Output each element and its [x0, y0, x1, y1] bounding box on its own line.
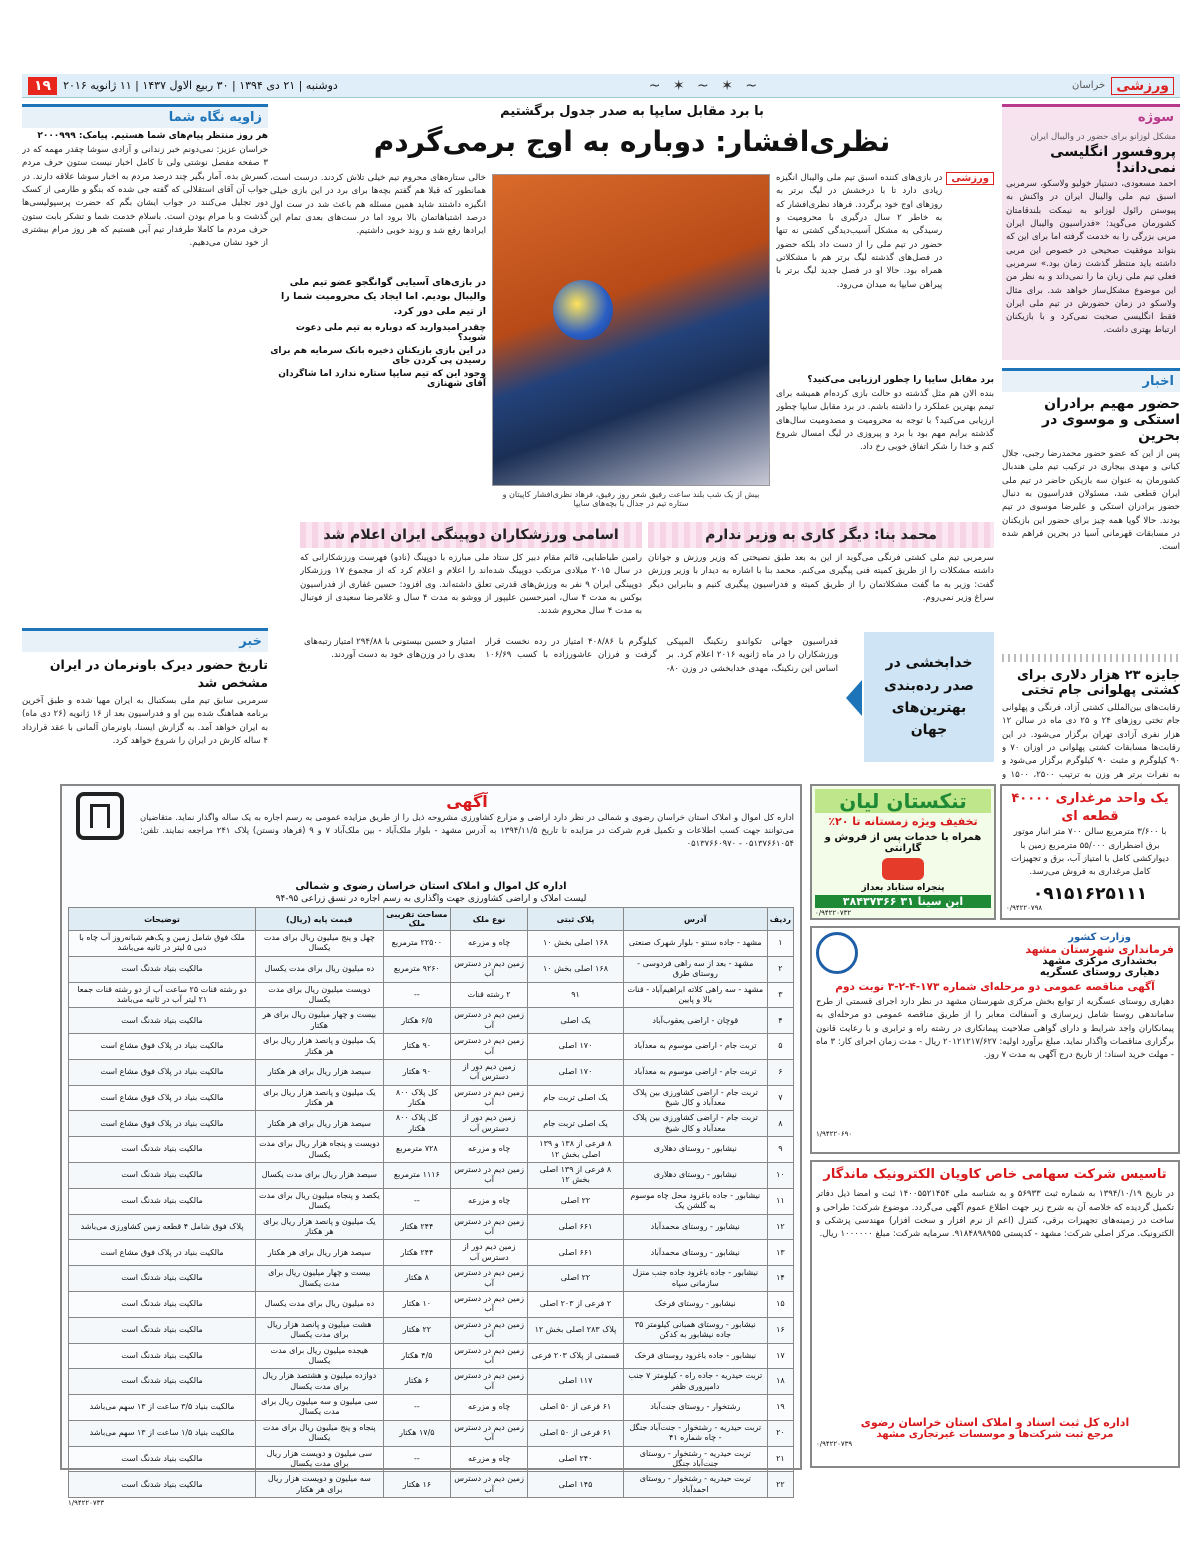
- table-cell: ۲: [767, 956, 793, 982]
- table-row: [69, 1059, 794, 1085]
- news2-body: رقابت‌های بین‌المللی کشتی آزاد، فرنگی و پهلوانی جام تختی روزهای ۲۴ و ۲۵ دی ماه در سالن ۱۲ هزار نفری آزادی تهران برگزار می‌شود. در این رقابت‌ها مسابقات کشتی پهلوانی در اوزان ۷۰ و ۹۰ کیلوگرم و مثبت ۹۰ کیلوگرم برگزار می‌شود و به نفرات برتر هر وزن به ترتیب ۲۵۰۰، ۱۵۰۰ و: [1002, 703, 1180, 780]
- poultry-title: یک واحد مرغداری ۴۰۰۰۰ قطعه ای: [1011, 791, 1169, 825]
- ad-main-title: آگهی: [446, 792, 488, 811]
- table-cell: ۱۰: [767, 1163, 793, 1189]
- table-cell: مالکیت بنیاد در پلاک فوق مشاع است: [69, 1059, 256, 1085]
- table-cell: سی میلیون و دویست هزار ریال برای مدت یکسال: [256, 1446, 384, 1472]
- table-cell: ۱۶: [767, 1317, 793, 1343]
- tender-header: [816, 932, 1174, 978]
- table-cell: زمین دیم در دسترس آب: [451, 1008, 528, 1034]
- table-cell: ده میلیون ریال برای مدت یکسال: [256, 1291, 384, 1317]
- table-cell: تربت جام - اراضی موسوم به معدآباد: [623, 1059, 767, 1085]
- table-cell: زمین دیم دور از دسترس آب: [451, 1059, 528, 1085]
- table-row: [69, 931, 794, 957]
- ad-main-code: ۱/۹۴۲۲۰۷۳۳: [68, 1499, 105, 1508]
- table-cell: دویست و پنجاه هزار ریال برای مدت یکسال: [256, 1137, 384, 1163]
- table-cell: مالکیت بنیاد ۳/۵ ساعت از ۱۳ سهم می‌باشد: [69, 1395, 256, 1421]
- table-cell: ده میلیون ریال برای مدت یکسال: [256, 956, 384, 982]
- table-row: [69, 1214, 794, 1240]
- ad-company: [810, 1160, 1180, 1468]
- page-number: ۱۹: [28, 77, 57, 95]
- table-cell: ۲۲: [767, 1472, 793, 1498]
- akhbar-label: اخبار: [1002, 368, 1180, 392]
- tender-ministry: وزارت کشور: [1068, 932, 1132, 943]
- table-cell: نیشابور - جاده باغرود روستای فرخک: [623, 1343, 767, 1369]
- table-cell: ۶: [767, 1059, 793, 1085]
- table-cell: یک اصلی تربت جام: [528, 1085, 624, 1111]
- table-cell: ۵: [767, 1034, 793, 1060]
- table-cell: ۲۰: [767, 1420, 793, 1446]
- table-cell: ۸ فرعی از ۱۳۸ و ۱۳۹ اصلی بخش ۱۲: [528, 1137, 624, 1163]
- table-cell: هیجده میلیون ریال برای مدت یکسال: [256, 1343, 384, 1369]
- table-cell: چاه و مزرعه: [451, 1446, 528, 1472]
- table-cell: ۱۶۸ اصلی بخش ۱۰: [528, 931, 624, 957]
- table-cell: سیصد هزار ریال برای هر هکتار: [256, 1111, 384, 1137]
- table-cell: ۶۶۱ اصلی: [528, 1240, 624, 1266]
- table-cell: چاه و مزرعه: [451, 931, 528, 957]
- poultry-phone: ۰۹۱۵۱۶۲۵۱۱۱: [1032, 884, 1148, 905]
- foundation-logo-icon: [76, 792, 124, 840]
- table-cell: مالکیت بنیاد شدنگ است: [69, 1163, 256, 1189]
- table-cell: تربت جام - اراضی کشاورزی بین پلاک معدآباد و کال شیخ: [623, 1085, 767, 1111]
- table-cell: ۱۴۵ اصلی: [528, 1472, 624, 1498]
- table-cell: ۱۱۱۶ مترمربع: [383, 1163, 450, 1189]
- table-cell: مالکیت بنیاد شدنگ است: [69, 1317, 256, 1343]
- date-line: دوشنبه | ۲۱ دی ۱۳۹۴ | ۳۰ ربیع الاول ۱۴۳۷ | ۱۱ ژانویه ۲۰۱۶: [63, 79, 338, 92]
- company-body: در تاریخ ۱۳۹۴/۱۰/۱۹ به شماره ثبت ۵۶۹۳۳ و به شناسه ملی ۱۴۰۰۵۵۲۱۴۵۴ ثبت و امضا ذیل دفاتر تکمیل گردیده که خلاصه آن به شرح زیر جهت اطلاع عموم آگهی می‌گردد. موضوع شرکت: طراحی و ساخت در زمینه‌های تجهیزات برقی، کنترل (اعم از نرم افزار و سخت افزار) مهندسی پزشکی و الکترونیک. مرکز اصلی شرکت: مشهد - کدپستی ۹۱۸۴۸۹۸۹۵۵. سرمایه شرکت: مبلغ ۱۰۰۰۰۰۰ ریال.: [816, 1189, 1174, 1240]
- table-row: [69, 1343, 794, 1369]
- table-cell: ۹۰ هکتار: [383, 1034, 450, 1060]
- table-cell: مالکیت بنیاد شدنگ است: [69, 1137, 256, 1163]
- table-cell: ۹۲۶۰ مترمربع: [383, 956, 450, 982]
- table-cell: سیصد هزار ریال برای هر هکتار: [256, 1059, 384, 1085]
- table-cell: نیشابور - جاده باغرود جاده جنب منزل سازمانی سپاه: [623, 1266, 767, 1292]
- table-cell: ۲ فرعی از ۲۰۳ اصلی: [528, 1291, 624, 1317]
- khabar-title: تاریخ حضور دیرک باونرمان در ایران مشخص شد: [49, 657, 268, 690]
- table-cell: یک میلیون و پانصد هزار ریال برای هر هکتار: [256, 1034, 384, 1060]
- soozeh-label: سوژه: [1002, 104, 1180, 128]
- table-row: [69, 1034, 794, 1060]
- table-row: [69, 1317, 794, 1343]
- story-q4: وجود این که تیم سایپا ستاره ندارد اما شاگردان آقای شهنازی: [278, 368, 486, 389]
- table-cell: یک میلیون و پانصد هزار ریال برای هر هکتار: [256, 1214, 384, 1240]
- news1-title: حضور مهیم برادران استکی و موسوی در بحرین: [1042, 396, 1180, 444]
- table-cell: ۱۱: [767, 1188, 793, 1214]
- table-cell: ۲۲ اصلی: [528, 1266, 624, 1292]
- pink-right-title: محمد بنا: دیگر کاری به وزیر ندارم: [648, 522, 994, 548]
- table-cell: نیشابور - روستای دهلاری: [623, 1137, 767, 1163]
- table-row: [69, 1395, 794, 1421]
- zavieh-body: خراسان عزیز: نمی‌دونم خبر زندانی و آزادی سوشا چقدر مهمه که در ۳ صفحه مفصل نوشتی ولی تا کامل اخبار نیست ستون حرف مردم کسرش بده. آمار بگیر چند درصد مردم به اخبار سوشا علاقه دارند. در جواب آن آقای استقلالی که گفته جی شده که بنگو و طارمی از کسک دور تجلیل می‌کنند در جواب ایشان بگم که حضرت پرسپولیسی‌ها گذشت و با مرام بودن است. باسلام خدمت شما و تشکر بابت ستون حرف مردم ما کاملا طرفدار تیم آبی هستیم که هر روز مرام بیشتری از خود نشان می‌دهیم.: [22, 145, 268, 249]
- table-body: [69, 931, 794, 1498]
- story-logo: ورزشی: [946, 172, 994, 185]
- table-header-row: [69, 908, 794, 931]
- table-cell: مالکیت بنیاد شدنگ است: [69, 1008, 256, 1034]
- table-header-cell: قیمت پایه (ریال): [256, 908, 384, 931]
- table-cell: مالکیت بنیاد شدنگ است: [69, 1188, 256, 1214]
- zavieh-label: زاویه نگاه شما: [22, 104, 268, 128]
- pink-right-story: [648, 522, 994, 646]
- tender-title: آگهی مناقصه عمومی دو مرحله‌ای شماره ۱۷۳-۴-۲-۳ نوبت دوم: [835, 981, 1155, 993]
- table-row: [69, 1008, 794, 1034]
- table-cell: ۱۶۸ اصلی بخش ۱۰: [528, 956, 624, 982]
- shop-title: تنکستان لیان: [815, 789, 991, 813]
- table-cell: چاه و مزرعه: [451, 1188, 528, 1214]
- table-cell: نیشابور - جاده باغرود محل چاه موسوم به گلشن یک: [623, 1188, 767, 1214]
- story-col-left: [270, 172, 486, 392]
- table-cell: ۹۰ هکتار: [383, 1059, 450, 1085]
- story-title: نظری‌افشار: دوباره به اوج برمی‌گردم: [373, 125, 891, 158]
- table-cell: ۲۱: [767, 1446, 793, 1472]
- tender-code: ۱/۹۴۲۲۰۶۹۰: [816, 1130, 853, 1138]
- table-cell: چاه و مزرعه: [451, 1395, 528, 1421]
- table-cell: ۶/۵ هکتار: [383, 1008, 450, 1034]
- story-body-2: خالی ستاره‌های محروم تیم خیلی تلاش کردند. درست است، همانطور که قبلا هم گفتم بچه‌ها برای برد در این بازی خیلی انگیزه داشتند شاید همین مسئله هم باعث شد در ست اول درصد اشتباهاتمان بالا برود اما در ست‌های بعدی تمام این ایرادها رفع شد و روند خوبی داشتیم.: [270, 173, 486, 237]
- table-row: [69, 1472, 794, 1498]
- table-cell: مالکیت بنیاد شدنگ است: [69, 1446, 256, 1472]
- table-cell: یکصد و پنجاه میلیون ریال برای مدت یکسال: [256, 1188, 384, 1214]
- table-cell: ۲۴۰ اصلی: [528, 1446, 624, 1472]
- table-cell: زمین دیم در دسترس آب: [451, 1163, 528, 1189]
- property-table: [68, 907, 794, 1498]
- table-header-cell: نوع ملک: [451, 908, 528, 931]
- soozeh-title: پروفسور انگلیسی نمی‌داند!: [1050, 144, 1176, 176]
- story-body-3: بنده الان هم مثل گذشته دو حالت بازی کرده‌ام همیشه برای تیمم بهترین عملکرد را داشته باشم. در برد مقابل سایپا چطور ارزیابی می‌کنید؟ با توجه به محرومیت و مصدومیت سال‌های گذشته برایم مهم بود با برد و پیروزی در لیگ امسال شروع کنم و خدا را شکر اتفاق خوبی رخ داد.: [776, 389, 994, 453]
- pink-left-body: رامین طباطبایی، قائم مقام دبیر کل ستاد ملی مبارزه با دوپینگ (نادو) فهرست ورزشکارانی که در سال ۲۰۱۵ میلادی مرتکب دوپینگ شده‌اند را اعلام و اعلام کرد که از مجموع ۱۷ ورزشکار دوپینگی ایران ۹ نفر به ورزش‌های قدرتی تعلق داشته‌اند. وی افزود: حسین غفاری از فدراسیون بوکس به مدت ۴ سال، امیرحسین علیپور از ووشو به مدت ۴ سال و غلامرضا سعیدی از فوتبال به مدت ۴ سال محروم شدند.: [300, 553, 642, 617]
- table-cell: رشتخوار - روستای جنت‌آباد: [623, 1395, 767, 1421]
- table-cell: ۱۷: [767, 1343, 793, 1369]
- arrow-icon: [846, 680, 862, 716]
- table-cell: مالکیت بنیاد شدنگ است: [69, 1343, 256, 1369]
- table-cell: مالکیت بنیاد شدنگ است: [69, 1266, 256, 1292]
- table-cell: ۱۷/۵ هکتار: [383, 1420, 450, 1446]
- ad-toy-shop: [810, 784, 996, 920]
- ranking-body: فدراسیون جهانی تکواندو رنکینگ المپیکی ورزشکاران را در ماه ژانویه ۲۰۱۶ اعلام کرد. بر اساس این رنکینگ، مهدی خدابخشی در وزن ۸۰- کیلوگرم با ۴۰۸/۸۶ امتیاز در رده نخست قرار گرفت و فرزان عاشورزاده با کسب ۱۰۶/۶۹ امتیاز و حسین بیستونی با ۲۹۴/۸۸ امتیاز رتبه‌های بعدی را در وزن‌های خود به دست آوردند.: [304, 637, 838, 674]
- table-cell: ۴/۵ هکتار: [383, 1343, 450, 1369]
- table-cell: ۸ فرعی از ۱۳۹ اصلی بخش ۱۲: [528, 1163, 624, 1189]
- pink-left-title: اسامی ورزشکاران دوپینگی ایران اعلام شد: [300, 522, 642, 548]
- table-cell: تربت حیدریه - رشتخوار - روستای جنت‌آباد جنگل: [623, 1446, 767, 1472]
- table-cell: مالکیت بنیاد در پلاک فوق مشاع است: [69, 1085, 256, 1111]
- story-col-right: [776, 172, 994, 498]
- ad-main-logo: [68, 792, 132, 840]
- brand-sub: خراسان: [1071, 80, 1106, 91]
- table-row: [69, 982, 794, 1008]
- table-cell: زمین دیم در دسترس آب: [451, 1472, 528, 1498]
- tender-village: دهیاری روستای عسگریه: [1039, 967, 1160, 978]
- table-cell: سیصد هزار ریال برای هر هکتار: [256, 1240, 384, 1266]
- tender-body: دهیاری روستای عسگریه از توابع بخش مرکزی شهرستان مشهد در نظر دارد اجرای قسمتی از طرح ساماندهی روستا شامل زیرسازی و آسفالت معابر را از طریق مناقصه عمومی دو مرحله‌ای به پیمانکاران واجد شرایط و دارای گواهی صلاحیت پیمانکاری در رشته راه و ترابری و با رعایت قانون برگزاری مناقصات واگذار نماید. مبلغ برآورد اولیه: ۲۰۱۲۱۲۱۷/۶۲۷ ریال - مدت زمان اجرای کار: ۳ ماه - مهلت خرید اسناد: از تاریخ درج آگهی به مدت ۷ روز.: [816, 997, 1174, 1061]
- table-cell: دویست میلیون ریال برای مدت یکسال: [256, 982, 384, 1008]
- table-cell: ۹۱: [528, 982, 624, 1008]
- table-cell: ۱۷۰ اصلی: [528, 1034, 624, 1060]
- poultry-body: با ۳/۶۰۰ مترمربع سالن ۷۰۰ متر انبار موتور برق اضطراری ۵۵/۰۰۰ مترمربع زمین با دیوارکشی کامل با امتیاز آب، برق و تجهیزات کامل مرغداری به فروش می‌رسد.: [1011, 827, 1169, 878]
- table-cell: تربت جام - اراضی کشاورزی بین پلاک معدآباد و کال شیخ: [623, 1111, 767, 1137]
- shop-offer: همراه با خدمات پس از فروش و گارانتی: [824, 832, 982, 854]
- table-cell: ۳: [767, 982, 793, 1008]
- table-row: [69, 1369, 794, 1395]
- table-cell: ۱۷۰ اصلی: [528, 1059, 624, 1085]
- table-cell: یک اصلی: [528, 1008, 624, 1034]
- table-cell: ۲۴۴ هکتار: [383, 1240, 450, 1266]
- table-cell: ۲۲۵۰۰ مترمربع: [383, 931, 450, 957]
- ad-main: [60, 784, 802, 1508]
- table-cell: ۴: [767, 1008, 793, 1034]
- pink-right-body: سرمربی تیم ملی کشتی فرنگی می‌گوید از این به بعد طبق نصیحتی که وزیر ورزش و جوانان داشته مشکلات را از طریق کمیته فنی پیگیری می‌کنم. محمد بنا با اشاره به دیدار با وزیر ورزش گفت: وزیر به ما گفت مشکلاتمان را از طریق کمیته و فدراسیون پیگیری کنیم و بنابراین دیگر سراغ وزیر نمی‌روم.: [648, 553, 994, 603]
- table-row: [69, 1163, 794, 1189]
- table-cell: مشهد - سه راهی کلاته ابراهیم‌آباد - قنات بالا و پایین: [623, 982, 767, 1008]
- table-cell: ۱: [767, 931, 793, 957]
- table-row: [69, 1240, 794, 1266]
- table-cell: مالکیت بنیاد ۱/۵ ساعت از ۱۳ سهم می‌باشد: [69, 1420, 256, 1446]
- khabar-label: خبر: [22, 628, 268, 652]
- table-cell: ۲۲ هکتار: [383, 1317, 450, 1343]
- table-cell: مالکیت بنیاد شدنگ است: [69, 1369, 256, 1395]
- table-cell: سیصد هزار ریال برای مدت یکسال: [256, 1163, 384, 1189]
- table-cell: دوازده میلیون و هشتصد هزار ریال برای مدت یکسال: [256, 1369, 384, 1395]
- company-title: تاسیس شرکت سهامی خاص کاویان الکترونیک ماندگار: [823, 1167, 1167, 1182]
- table-cell: زمین دیم در دسترس آب: [451, 956, 528, 982]
- table-cell: ۷۲۸ مترمربع: [383, 1137, 450, 1163]
- soozeh-kicker: مشکل لوزانو برای حضور در والیبال ایران: [1030, 132, 1176, 142]
- table-cell: --: [383, 1188, 450, 1214]
- table-header-cell: ردیف: [767, 908, 793, 931]
- soozeh-box: [1002, 128, 1180, 360]
- right-column: [1002, 104, 1180, 852]
- table-cell: مالکیت بنیاد شدنگ است: [69, 1291, 256, 1317]
- table-cell: ملک فوق شامل زمین و یک‌هم شبانه‌روز آب چاه با دبی ۵ لیتر در ثانیه می‌باشد: [69, 931, 256, 957]
- table-cell: ۷: [767, 1085, 793, 1111]
- table-cell: زمین دیم در دسترس آب: [451, 1317, 528, 1343]
- table-cell: دو رشته قنات ۲۵ ساعت آب از دو رشته قنات جمعا ۲۱ لیتر آب در ثانیه می‌باشد: [69, 982, 256, 1008]
- table-cell: بیست و چهار میلیون ریال برای هر هکتار: [256, 1008, 384, 1034]
- left-column: [22, 104, 268, 791]
- table-cell: تربت حیدریه - رشتخوار - جنت‌آباد جنگل - چاه شماره ۴۱: [623, 1420, 767, 1446]
- table-cell: زمین دیم در دسترس آب: [451, 1034, 528, 1060]
- table-cell: چهل و پنج میلیون ریال برای مدت یکسال: [256, 931, 384, 957]
- table-cell: مالکیت بنیاد شدنگ است: [69, 1472, 256, 1498]
- main-story: [270, 104, 994, 516]
- table-row: [69, 1291, 794, 1317]
- table-row: [69, 1188, 794, 1214]
- table-cell: ۶۱ فرعی از ۵۰ اصلی: [528, 1395, 624, 1421]
- table-row: [69, 1137, 794, 1163]
- company-code: ۰/۹۴۲۲۰۷۳۹: [816, 1440, 853, 1449]
- date-block: [28, 77, 338, 95]
- table-cell: قوچان - اراضی یعقوب‌آباد: [623, 1008, 767, 1034]
- table-cell: ۱۸: [767, 1369, 793, 1395]
- header-ornament-icon: ~ ✶ ~ ✶ ~: [648, 77, 762, 94]
- page-header: [22, 74, 1180, 98]
- ad-main-org: اداره کل اموال و املاک استان خراسان رضوی و شمالی: [295, 881, 567, 892]
- table-cell: پنجاه و پنج میلیون ریال برای مدت یکسال: [256, 1420, 384, 1446]
- table-cell: زمین دیم در دسترس آب: [451, 1420, 528, 1446]
- table-cell: ۱۶ هکتار: [383, 1472, 450, 1498]
- table-cell: ۶۶۱ اصلی: [528, 1214, 624, 1240]
- pink-left-story: [300, 522, 642, 646]
- table-cell: مالکیت بنیاد در پلاک فوق مشاع است: [69, 1240, 256, 1266]
- table-cell: تربت جام - اراضی موسوم به معدآباد: [623, 1034, 767, 1060]
- table-cell: سه میلیون و دویست هزار ریال برای هر هکتار: [256, 1472, 384, 1498]
- ad-main-header: [68, 792, 794, 879]
- table-cell: تربت حیدریه - رشتخوار - روستای احمدآباد: [623, 1472, 767, 1498]
- table-row: [69, 1266, 794, 1292]
- table-cell: تربت حیدریه - جاده راه - کیلومتر ۷ جنب دامپروری ظفر: [623, 1369, 767, 1395]
- story-body-1: در بازی‌های کننده اسبق تیم ملی والیبال انگیزه زیادی دارد تا با درخشش در لیگ برتر به روزهای اوج خود برگردد. فرهاد نظری‌افشار که به خاطر ۲ سال درگیری با محرومیت و رسیدگی به مشکل آسیب‌دیدگی کشتی نه تنها حضور در تیم ملی را از دست داد بلکه حضور در فصل‌های گذشته لیگ برتر هم با مشکلاتی همراه بود. حالا او در فصل جدید لیگ برتر با پیراهن سایپا به میدان می‌رود.: [776, 173, 943, 290]
- table-cell: ۲ رشته قنات: [451, 982, 528, 1008]
- ad-poultry: [1000, 784, 1180, 920]
- table-cell: بیست و چهار میلیون ریال برای مدت یکسال: [256, 1266, 384, 1292]
- table-cell: مالکیت بنیاد در پلاک فوق مشاع است: [69, 1034, 256, 1060]
- table-header-cell: توضیحات: [69, 908, 256, 931]
- table-cell: ۸ هکتار: [383, 1266, 450, 1292]
- shop-phone: ابن سینا ۳۱ ۳۸۴۳۷۳۶۶: [815, 895, 991, 908]
- table-cell: زمین دیم دور از دسترس آب: [451, 1240, 528, 1266]
- table-cell: زمین دیم در دسترس آب: [451, 1369, 528, 1395]
- shop-subtitle: تخفیف ویژه زمستانه تا ۲۰٪: [828, 815, 978, 828]
- photo-caption: بیش از یک شب بلند ساعت رفیق شعر روز رفیق، فرهاد نظری‌افشار کاپیتان و ستاره تیم در جدال با بچه‌های سایپا: [502, 490, 760, 508]
- ad-main-table-title: لیست املاک و اراضی کشاورزی جهت واگذاری به رسم اجاره در نسق زراعی ۹۵-۹۴: [275, 894, 587, 904]
- table-row: [69, 1446, 794, 1472]
- table-cell: ۶ هکتار: [383, 1369, 450, 1395]
- world-ranking-story: [300, 632, 994, 772]
- shop-address: پنجراه ستاباد بعداز: [861, 883, 945, 893]
- table-cell: زمین دیم در دسترس آب: [451, 1214, 528, 1240]
- table-cell: ۱۰ هکتار: [383, 1291, 450, 1317]
- table-cell: مالکیت بنیاد شدنگ است: [69, 956, 256, 982]
- table-cell: زمین دیم دور از دسترس آب: [451, 1111, 528, 1137]
- table-cell: مشهد - بعد از سه راهی فردوسی - روستای طرق: [623, 956, 767, 982]
- ad-tender: [810, 926, 1180, 1154]
- table-row: [69, 956, 794, 982]
- separator: [1002, 654, 1180, 662]
- table-cell: ۱۱۷ اصلی: [528, 1369, 624, 1395]
- player-photo: [492, 174, 770, 486]
- table-cell: قسمتی از پلاک ۲۰۳ فرعی: [528, 1343, 624, 1369]
- news2-title: جایزه ۲۳ هزار دلاری برای کشتی پهلوانی جام تختی: [1016, 668, 1180, 698]
- ad-main-text: [140, 792, 794, 879]
- story-kicker: با برد مقابل سایپا به صدر جدول برگشتیم: [500, 104, 764, 119]
- table-cell: ۲۴۴ هکتار: [383, 1214, 450, 1240]
- table-cell: نیشابور - روستای محمدآباد: [623, 1214, 767, 1240]
- table-cell: نیشابور - روستای دهلاری: [623, 1163, 767, 1189]
- table-cell: زمین دیم در دسترس آب: [451, 1085, 528, 1111]
- table-cell: ۸: [767, 1111, 793, 1137]
- table-cell: ۹: [767, 1137, 793, 1163]
- table-cell: --: [383, 982, 450, 1008]
- table-cell: ۱۳: [767, 1240, 793, 1266]
- table-cell: --: [383, 1446, 450, 1472]
- table-row: [69, 1085, 794, 1111]
- tender-gov: فرمانداری شهرستان مشهد: [1025, 943, 1174, 956]
- table-cell: پلاک فوق شامل ۴ قطعه زمین کشاورزی می‌باشد: [69, 1214, 256, 1240]
- story-lead: در بازی‌های آسیایی گوانگجو عضو تیم ملی والیبال بودیم. اما ایجاد یک محرومیت شما را از تیم ملی دور کرد.: [281, 277, 486, 317]
- table-row: [69, 1420, 794, 1446]
- toy-car-icon: [815, 858, 991, 880]
- table-cell: مشهد - جاده سنتو - بلوار شهرک صنعتی: [623, 931, 767, 957]
- company-footer2: مرجع ثبت شرکت‌ها و موسسات غیرتجاری مشهد: [876, 1429, 1114, 1441]
- company-footer: اداره کل ثبت اسناد و املاک استان خراسان رضوی: [860, 1416, 1130, 1430]
- ad-main-intro: اداره کل اموال و املاک استان خراسان رضوی و شمالی در نظر دارد اراضی و مزارع کشاورزی مشروحه ذیل را از طریق مزایده عمومی به رسم اجاره به یک ساله واگذار نماید. متقاضیان می‌توانند جهت کسب اطلاعات و تکمیل فرم شرکت در مزایده تا تاریخ ۱۳۹۴/۱۱/۵ به آدرس مشهد - بلوار ملک‌آباد - بین ملک‌آباد ۷ و ۹ (فرهاد ونستن) پلاک ۲۴۱ مراجعه نمایند. تلفن: ۰۵۱۳۷۶۶۱۰۵۴ - ۰۵۱۳۷۶۶۰۹۷۰: [140, 812, 794, 849]
- news1-body: پس از این که عضو حضور محمدرضا رجبی، جلال کیانی و مهدی بیجاری در ترکیب تیم ملی هندبال کشورمان به عنوان سه بازیکن حاضر در تیم ملی ایران قطعی شد، مسئولان فدراسیون به دنبال حضور برادران استکی و علیرضا موسوی در تیم بودند. حالا گویا همه چیز برای حضور این بازیکنان در مسابقات قهرمانی آسیا در بحرین فراهم شده است.: [1002, 449, 1180, 553]
- zavieh-sub: هر روز منتظر پیام‌های شما هستیم. پیامک: ۲۰۰۰۹۹۹: [37, 131, 268, 141]
- table-cell: کل پلاک ۸۰۰ هکتار: [383, 1111, 450, 1137]
- table-header-cell: مساحت تقریبی ملک: [383, 908, 450, 931]
- table-cell: نیشابور - روستای همبانی کیلومتر ۳۵ جاده نیشابور به کدکن: [623, 1317, 767, 1343]
- tender-org: [1025, 932, 1174, 978]
- table-header-cell: آدرس: [623, 908, 767, 931]
- table-cell: زمین دیم در دسترس آب: [451, 1291, 528, 1317]
- khabar-body: سرمربی سابق تیم ملی بسکتبال به ایران مهیا شده و طبق آخرین برنامه هماهنگ شده بین او و فدراسیون بعد از ۱۶ ژانویه (۲۶ دی ماه) به ایران خواهد آمد. به گزارش ایسنا، باونرمان آلمانی با عقد قرارداد ۴ ساله کارش در ایران را شروع خواهد کرد.: [22, 696, 268, 746]
- table-row: [69, 1111, 794, 1137]
- shop-code: ۰/۹۴۲۲۰۷۳۲: [815, 909, 852, 917]
- table-cell: سی میلیون و سه میلیون ریال برای مدت یکسال: [256, 1395, 384, 1421]
- table-cell: ۲۲ اصلی: [528, 1188, 624, 1214]
- table-cell: یک اصلی تربت جام: [528, 1111, 624, 1137]
- section-logo: ورزشی: [1111, 77, 1174, 95]
- poultry-code: ۰/۹۴۲۲۰۷۹۸: [1006, 904, 1043, 913]
- table-cell: ۶۱ فرعی از ۵۰ اصلی: [528, 1420, 624, 1446]
- table-cell: زمین دیم در دسترس آب: [451, 1343, 528, 1369]
- table-cell: یک میلیون و پانصد هزار ریال برای هر هکتار: [256, 1085, 384, 1111]
- ministry-emblem-icon: [816, 932, 858, 974]
- table-cell: زمین دیم در دسترس آب: [451, 1266, 528, 1292]
- tender-dept: بخشداری مرکزی مشهد: [1042, 956, 1157, 967]
- story-q3: در این بازی بازیکنان ذخیره بانک سرمایه هم برای رسیدن پی کردن جای: [270, 345, 486, 366]
- soozeh-body: احمد مسعودی، دستیار خولیو ولاسکو، سرمربی اسبق تیم ملی والیبال ایران در واکنش به پیوستن رائول لوزانو به نیمکت بلندقامتان کشورمان می‌گوید: «فدراسیون والیبال ایران مربی بزرگی را به خدمت گرفته اما برای این که بتواند موفقیت صحیحی در خصوص این مربی داشته باید منتظر گذشت زمان بود.» سرمربی فعلی تیم ملی زبان ما را نمی‌داند و به نظر من این موضوع مشکل‌ساز خواهد شد. برای مثال ولاسکو در زمان حضورش در تیم ملی ایران فقط انگلیسی صحبت نمی‌کرد و با بازیکنان ارتباط بهتری داشت.: [1006, 179, 1176, 336]
- table-cell: هشت میلیون و پانصد هزار ریال برای مدت یکسال: [256, 1317, 384, 1343]
- story-q2: چقدر امیدوارید که دوباره به تیم ملی دعوت شوید؟: [295, 322, 486, 343]
- table-cell: ۱۵: [767, 1291, 793, 1317]
- volleyball-icon: [553, 280, 613, 340]
- table-cell: پلاک ۲۸۳ اصلی بخش ۱۲: [528, 1317, 624, 1343]
- table-cell: ۱۴: [767, 1266, 793, 1292]
- table-cell: نیشابور - روستای محمدآباد: [623, 1240, 767, 1266]
- table-cell: ۱۲: [767, 1214, 793, 1240]
- ranking-badge: خدابخشی در صدر رده‌بندی بهترین‌های جهان: [864, 632, 994, 762]
- table-cell: مالکیت بنیاد در پلاک فوق مشاع است: [69, 1111, 256, 1137]
- table-cell: --: [383, 1395, 450, 1421]
- table-header-cell: پلاک ثبتی: [528, 908, 624, 931]
- table-cell: کل پلاک ۸۰۰ هکتار: [383, 1085, 450, 1111]
- table-cell: ۱۹: [767, 1395, 793, 1421]
- story-q1: برد مقابل سایپا را چطور ارزیابی می‌کنید؟: [807, 375, 994, 385]
- table-cell: چاه و مزرعه: [451, 1137, 528, 1163]
- brand-block: [1072, 77, 1174, 95]
- table-cell: نیشابور - روستای فرخک: [623, 1291, 767, 1317]
